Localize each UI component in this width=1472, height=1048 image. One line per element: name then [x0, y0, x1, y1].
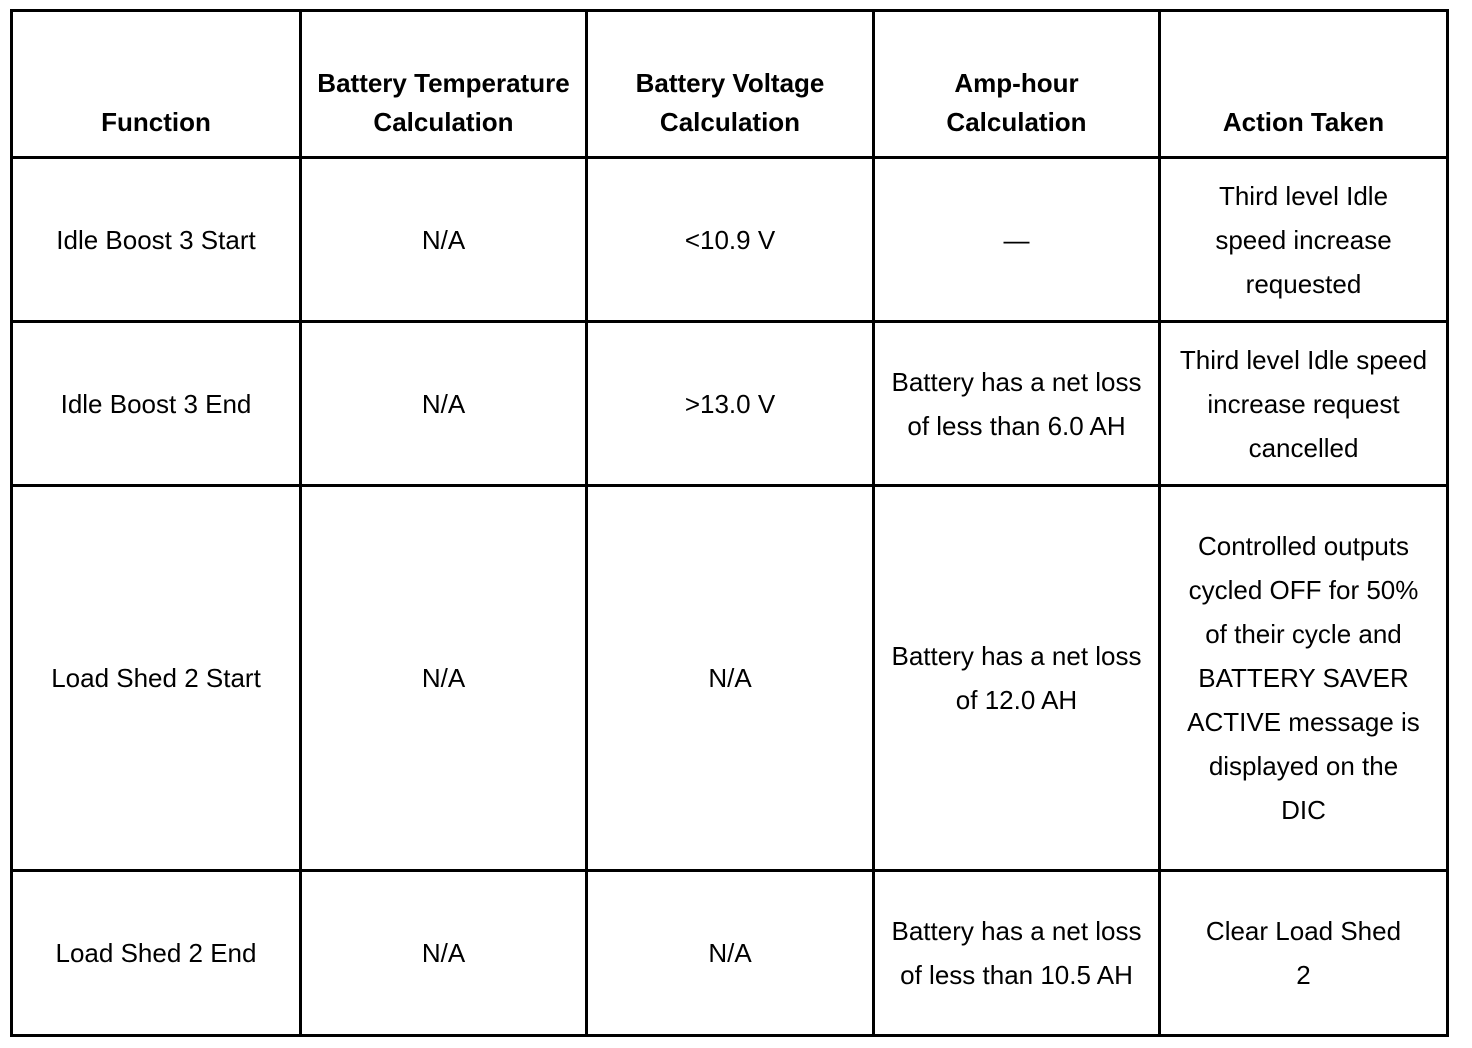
cell-battery-voltage: >13.0 V	[587, 322, 874, 486]
table-header-row	[12, 11, 1448, 158]
cell-battery-voltage: N/A	[587, 871, 874, 1036]
cell-battery-voltage: N/A	[587, 486, 874, 871]
cell-action-taken: Third level Idle speed increase request cancelled	[1160, 322, 1448, 486]
table-row	[12, 158, 1448, 322]
cell-amp-hour: —	[874, 158, 1160, 322]
cell-action-taken: Clear Load Shed 2	[1160, 871, 1448, 1036]
table-row	[12, 486, 1448, 871]
header-amp-hour: Amp-hour Calculation	[874, 11, 1160, 158]
cell-battery-temperature: N/A	[301, 486, 587, 871]
cell-amp-hour: Battery has a net loss of 12.0 AH	[874, 486, 1160, 871]
cell-battery-temperature: N/A	[301, 158, 587, 322]
cell-action-taken: Controlled outputs cycled OFF for 50% of their cycle and BATTERY SAVER ACTIVE message is displayed on the DIC	[1160, 486, 1448, 871]
header-action-taken: Action Taken	[1160, 11, 1448, 158]
cell-battery-temperature: N/A	[301, 322, 587, 486]
cell-function: Idle Boost 3 Start	[12, 158, 301, 322]
table-row	[12, 871, 1448, 1036]
cell-function: Load Shed 2 End	[12, 871, 301, 1036]
cell-function: Idle Boost 3 End	[12, 322, 301, 486]
cell-battery-voltage: <10.9 V	[587, 158, 874, 322]
table-row	[12, 322, 1448, 486]
header-battery-temperature: Battery Temperature Calculation	[301, 11, 587, 158]
battery-function-table	[10, 9, 1449, 1037]
header-function: Function	[12, 11, 301, 158]
cell-amp-hour: Battery has a net loss of less than 6.0 AH	[874, 322, 1160, 486]
header-battery-voltage: Battery Voltage Calculation	[587, 11, 874, 158]
cell-battery-temperature: N/A	[301, 871, 587, 1036]
cell-action-taken: Third level Idle speed increase requested	[1160, 158, 1448, 322]
cell-amp-hour: Battery has a net loss of less than 10.5 AH	[874, 871, 1160, 1036]
cell-function: Load Shed 2 Start	[12, 486, 301, 871]
